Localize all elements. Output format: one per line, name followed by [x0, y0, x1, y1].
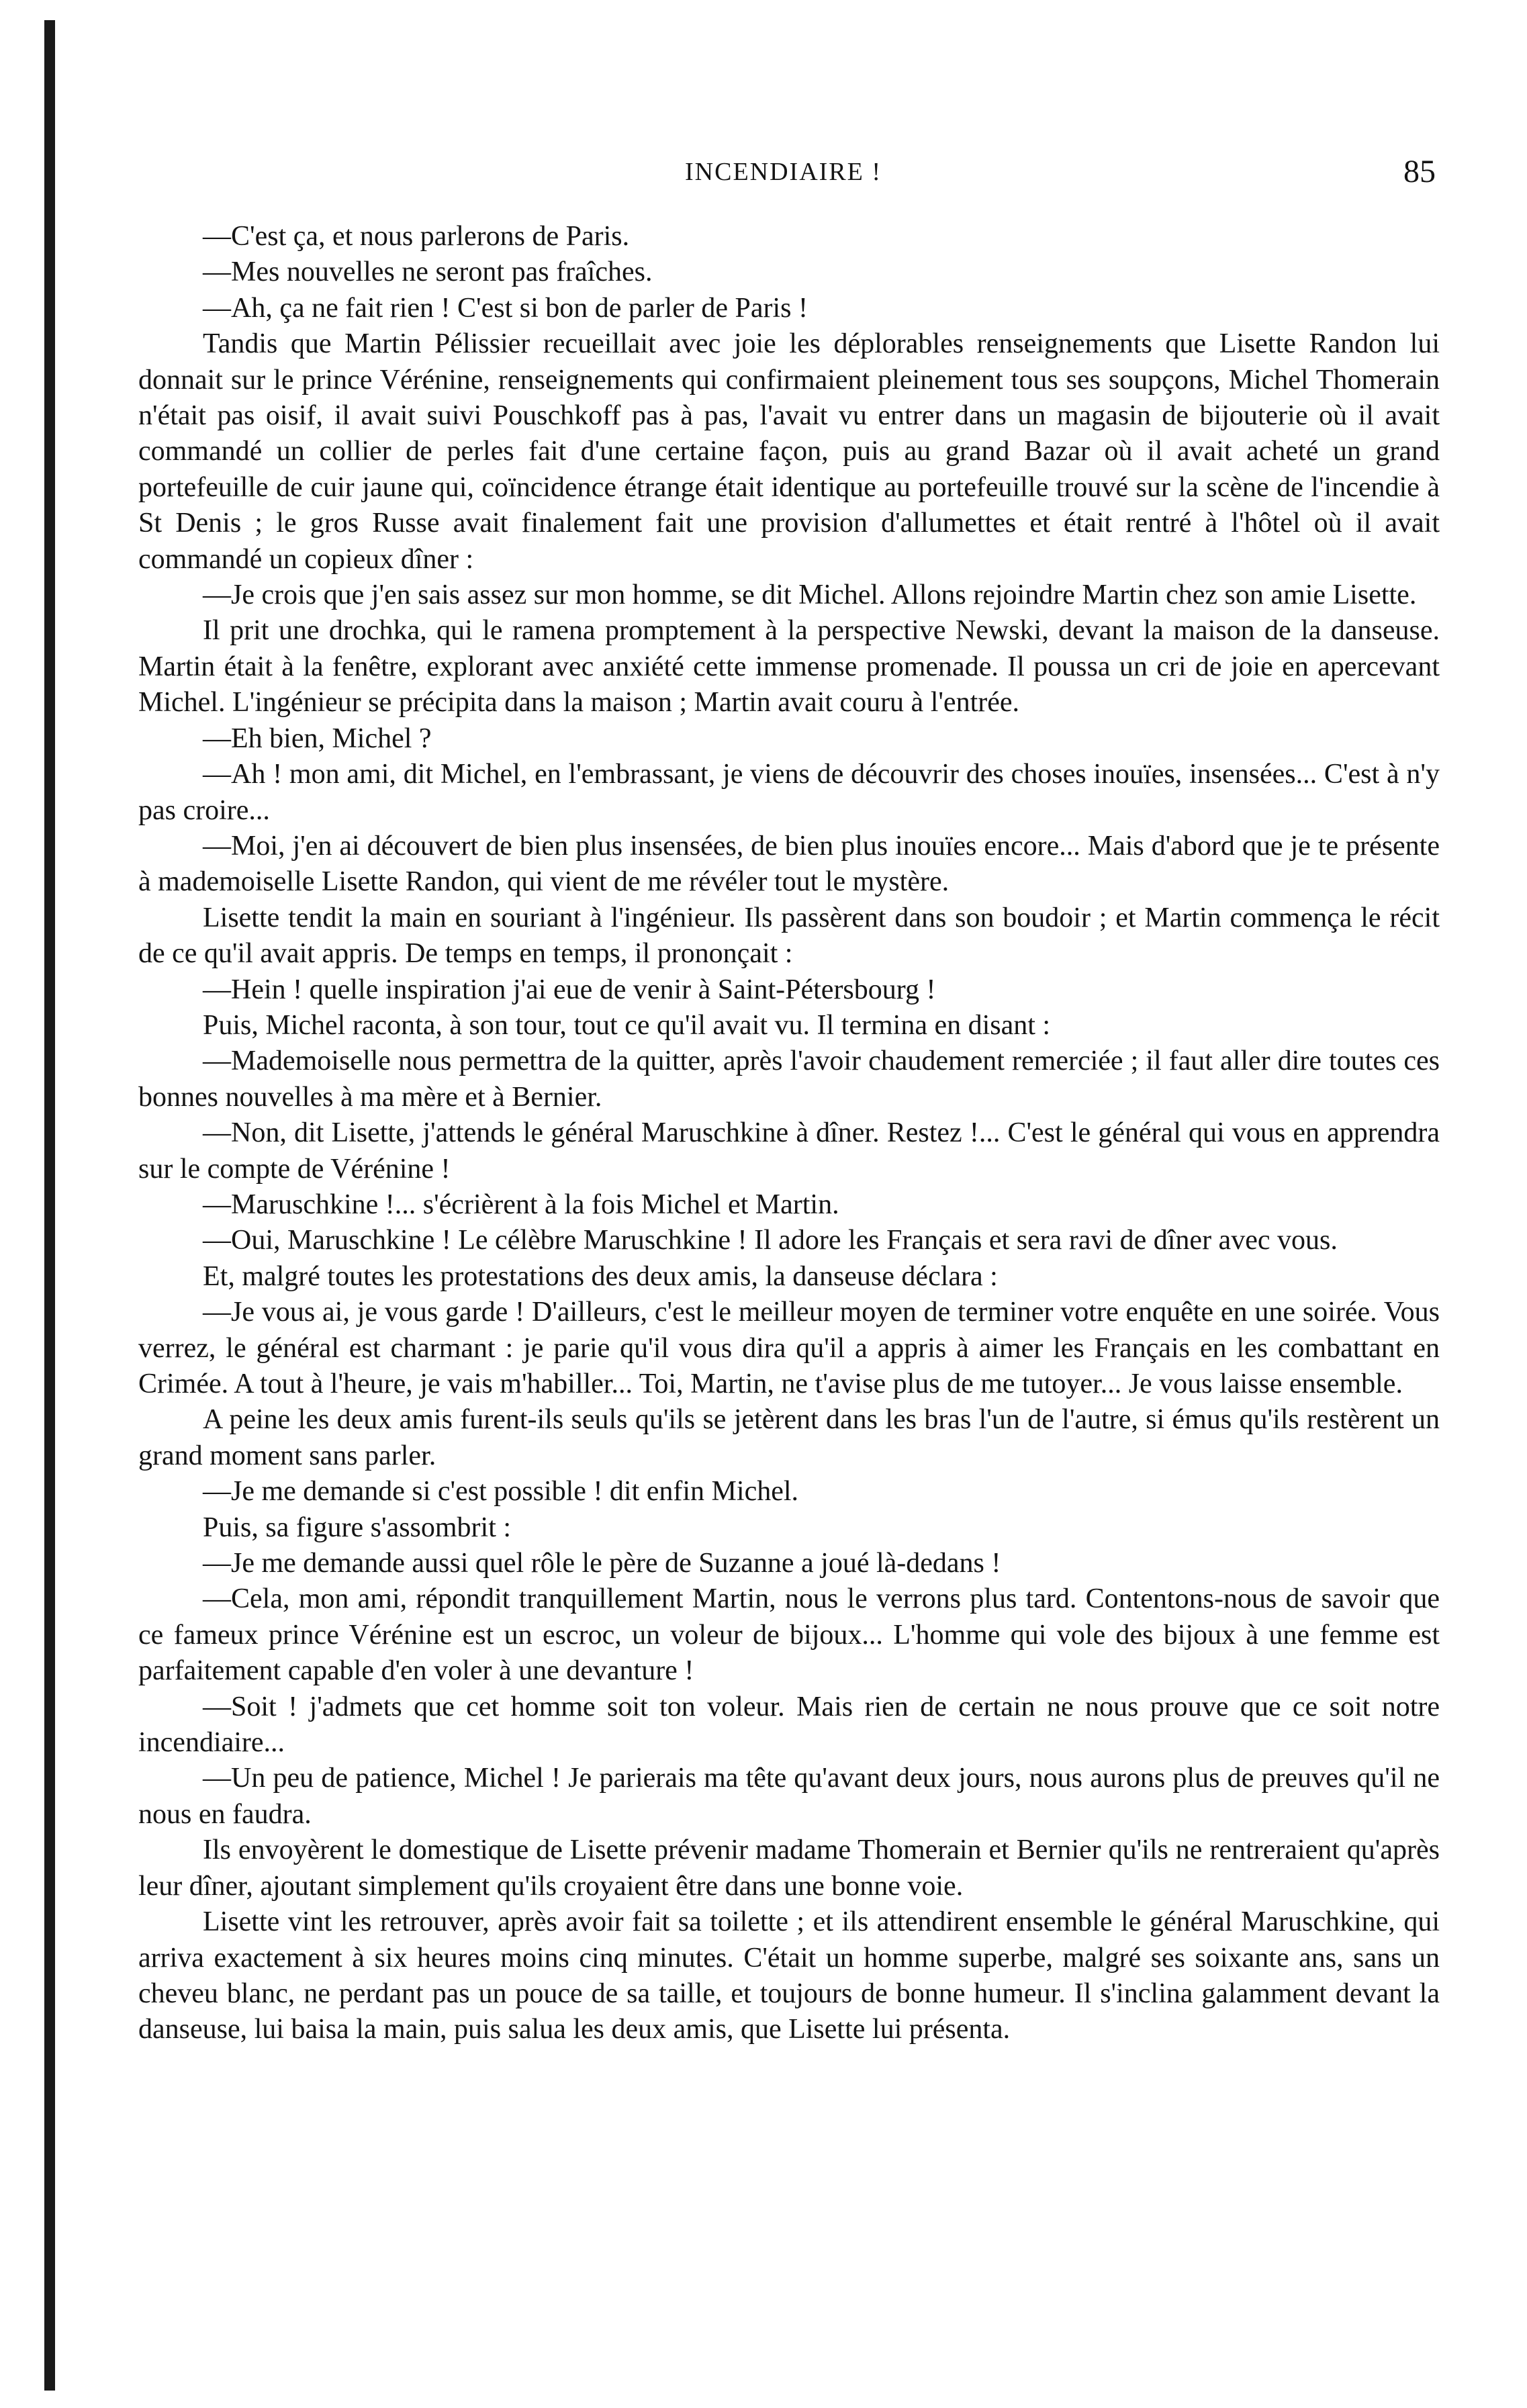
paragraph: Lisette tendit la main en souriant à l'ingénieur. Ils passèrent dans son boudoir ; et Martin commença le récit de ce qu'il avait appris. De temps en temps, il prononçait : — [138, 902, 1440, 970]
paragraph: —Je crois que j'en sais assez sur mon homme, se dit Michel. Allons rejoindre Martin chez son amie Lisette. — [203, 580, 1417, 611]
paragraph: —Non, dit Lisette, j'attends le général Maruschkine à dîner. Restez !... C'est le général qui vous en apprendra sur le compte de Vérénine ! — [138, 1117, 1440, 1185]
running-title: INCENDIAIRE ! — [685, 158, 882, 186]
paragraph: —Soit ! j'admets que cet homme soit ton voleur. Mais rien de certain ne nous prouve que ce soit notre incendiaire... — [138, 1691, 1440, 1759]
paragraph: Et, malgré toutes les protestations des deux amis, la danseuse déclara : — [203, 1260, 998, 1292]
running-head — [0, 153, 1527, 193]
paragraph: —Cela, mon ami, répondit tranquillement Martin, nous le verrons plus tard. Contentons-nous de savoir que ce fameux prince Vérénine est un escroc, un voleur de bijoux... L'homme qui vole des bijoux à une femme est parfaitement capable d'en voler à une devanture ! — [138, 1583, 1440, 1687]
paragraph: —Un peu de patience, Michel ! Je parierais ma tête qu'avant deux jours, nous aurons plus de preuves qu'il ne nous en faudra. — [138, 1763, 1440, 1830]
paragraph: Il prit une drochka, qui le ramena promptement à la perspective Newski, devant la maison de la danseuse. Martin était à la fenêtre, explorant avec anxiété cette immense promenade. Il poussa un cri de joie en apercevant Michel. L'ingénieur se précipita dans la maison ; Martin avait couru à l'entrée. — [138, 615, 1440, 719]
paragraph: Tandis que Martin Pélissier recueillait avec joie les déplorables renseignements que Lisette Randon lui donnait sur le prince Vérénine, renseignements qui confirmaient pleinement tous ses soupçons, Michel Thomerain n'était pas oisif, il avait suivi Pouschkoff pas à pas, l'avait vu entrer dans un magasin de bijouterie où il avait commandé un collier de perles fait d'une certaine façon, puis au grand Bazar où il avait acheté un grand portefeuille de cuir jaune qui, coïncidence étrange était identique au portefeuille trouvé sur la scène de l'incendie à St Denis ; le gros Russe avait finalement fait une provision d'allumettes et était rentré à l'hôtel où il avait commandé un copieux dîner : — [138, 328, 1440, 575]
paragraph: Puis, Michel raconta, à son tour, tout ce qu'il avait vu. Il termina en disant : — [203, 1009, 1051, 1041]
paragraph: Lisette vint les retrouver, après avoir fait sa toilette ; et ils attendirent ensemble le général Maruschkine, qui arriva exactement à six heures moins cinq minutes. C'était un homme superbe, malgré ses soixante ans, sans un cheveu blanc, ne perdant pas un pouce de sa taille, et toujours de bonne humeur. Il s'inclina galamment devant la danseuse, lui baisa la main, puis salua les deux amis, que Lisette lui présenta. — [138, 1906, 1440, 2045]
paragraph: Ils envoyèrent le domestique de Lisette prévenir madame Thomerain et Bernier qu'ils ne rentreraient qu'après leur dîner, ajoutant simplement qu'ils croyaient être dans une bonne voie. — [138, 1835, 1440, 1902]
paragraph: —Mes nouvelles ne seront pas fraîches. — [203, 257, 653, 288]
paragraph: —Je vous ai, je vous garde ! D'ailleurs, c'est le meilleur moyen de terminer votre enquête en une soirée. Vous verrez, le général est charmant : je parie qu'il vous dira qu'il a appris à aimer les Français en les combattant en Crimée. A tout à l'heure, je vais m'habiller... Toi, Martin, ne t'avise plus de me tutoyer... Je vous laisse ensemble. — [138, 1297, 1440, 1399]
paragraph: —Ah ! mon ami, dit Michel, en l'embrassant, je viens de découvrir des choses inouïes, insensées... C'est à n'y pas croire... — [138, 759, 1440, 826]
paragraph: —Mademoiselle nous permettra de la quitter, après l'avoir chaudement remerciée ; il faut aller dire toutes ces bonnes nouvelles à ma mère et à Bernier. — [138, 1046, 1440, 1113]
paragraph: Puis, sa figure s'assombrit : — [203, 1512, 512, 1543]
body-text — [138, 219, 1440, 2048]
paragraph: —Ah, ça ne fait rien ! C'est si bon de parler de Paris ! — [203, 292, 808, 324]
paragraph: —Maruschkine !... s'écrièrent à la fois Michel et Martin. — [203, 1189, 839, 1220]
paragraph: —Je me demande si c'est possible ! dit enfin Michel. — [203, 1476, 799, 1508]
page-number: 85 — [1403, 154, 1436, 189]
paragraph: —Hein ! quelle inspiration j'ai eue de venir à Saint-Pétersbourg ! — [203, 974, 936, 1005]
paragraph: —Eh bien, Michel ? — [203, 723, 432, 754]
paragraph: —C'est ça, et nous parlerons de Paris. — [203, 221, 630, 252]
paragraph: A peine les deux amis furent-ils seuls qu'ils se jetèrent dans les bras l'un de l'autre, si émus qu'ils restèrent un grand moment sans parler. — [138, 1404, 1440, 1471]
page-binding-edge — [44, 20, 55, 2391]
paragraph: —Moi, j'en ai découvert de bien plus insensées, de bien plus inouïes encore... Mais d'abord que je te présente à mademoiselle Lisette Randon, qui vient de me révéler tout le mystère. — [138, 830, 1440, 898]
paragraph: —Je me demande aussi quel rôle le père de Suzanne a joué là-dedans ! — [203, 1548, 1001, 1579]
paragraph: —Oui, Maruschkine ! Le célèbre Maruschkine ! Il adore les Français et sera ravi de dîner avec vous. — [203, 1225, 1338, 1256]
